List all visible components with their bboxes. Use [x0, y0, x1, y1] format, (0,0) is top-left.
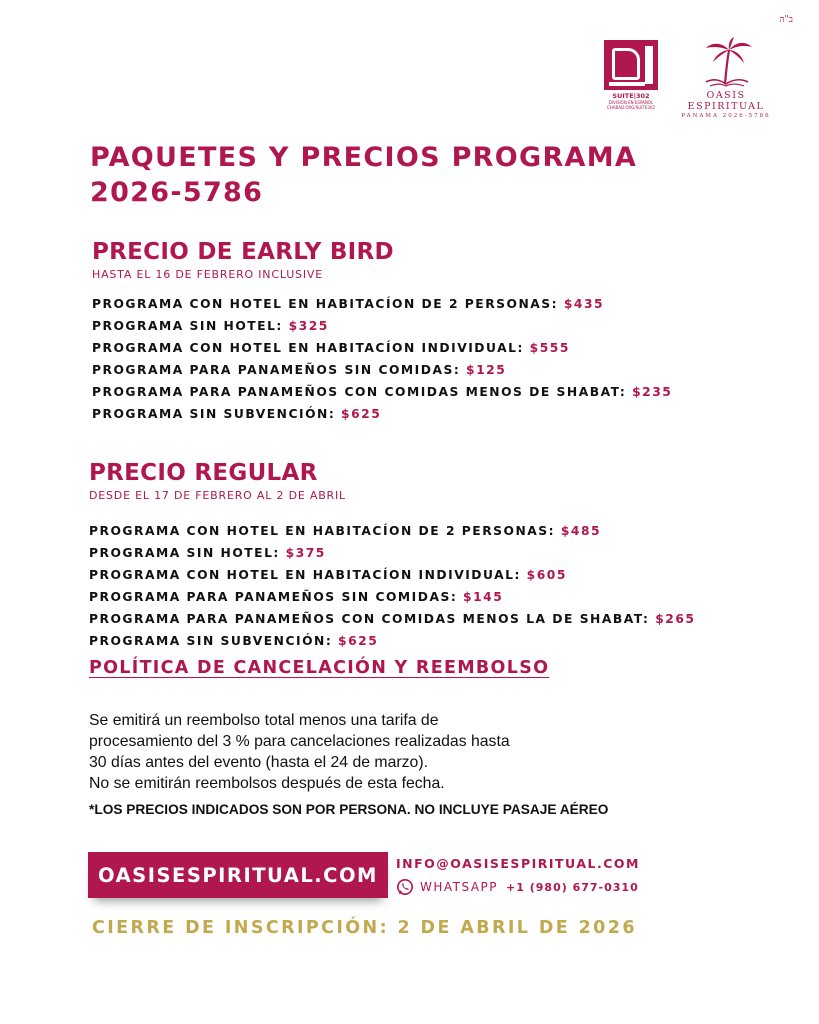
price-row-label: PROGRAMA PARA PANAMEÑOS CON COMIDAS MENOS LA DE SHABAT: [89, 612, 656, 626]
website-button[interactable]: OASISESPIRITUAL.COM [88, 852, 388, 898]
early-bird-heading: PRECIO DE EARLY BIRD [92, 239, 394, 265]
suite302-label: SUITE|302 [612, 92, 650, 100]
price-row [89, 586, 695, 608]
price-row [89, 542, 695, 564]
page-title [90, 140, 730, 210]
suite302-emblem [604, 40, 658, 90]
price-row-value: $625 [338, 634, 379, 648]
price-row-value: $145 [463, 590, 504, 604]
regular-section [89, 459, 695, 652]
oasis-logo-place: PANAMA 2026-5786 [681, 113, 771, 119]
regular-price-list [89, 520, 695, 652]
palm-tree-icon [696, 36, 756, 88]
early-bird-section [92, 238, 672, 425]
price-row-value: $325 [288, 319, 329, 333]
price-row-value: $605 [526, 568, 567, 582]
price-row-value: $625 [341, 407, 382, 421]
whatsapp-icon [396, 878, 414, 896]
price-row-label: PROGRAMA CON HOTEL EN HABITACÍON INDIVIDUAL: [92, 341, 530, 355]
price-row-value: $235 [632, 385, 673, 399]
early-bird-price-list [92, 293, 672, 425]
price-row [92, 359, 672, 381]
price-row-label: PROGRAMA PARA PANAMEÑOS CON COMIDAS MENOS DE SHABAT: [92, 385, 633, 399]
page-title-line2: 2026-5786 [90, 177, 264, 208]
price-row [89, 564, 695, 586]
price-row-value: $555 [529, 341, 570, 355]
price-row-label: PROGRAMA PARA PANAMEÑOS SIN COMIDAS: [92, 363, 467, 377]
price-row [92, 337, 672, 359]
price-row-label: PROGRAMA CON HOTEL EN HABITACÍON DE 2 PERSONAS: [92, 297, 564, 311]
price-row-label: PROGRAMA SIN SUBVENCIÓN: [92, 407, 342, 421]
price-row-label: PROGRAMA CON HOTEL EN HABITACÍON DE 2 PERSONAS: [89, 524, 561, 538]
policy-body [89, 710, 689, 794]
price-row [89, 520, 695, 542]
price-row-value: $125 [466, 363, 507, 377]
price-row [92, 293, 672, 315]
price-row-label: PROGRAMA CON HOTEL EN HABITACÍON INDIVIDUAL: [89, 568, 527, 582]
email-link[interactable]: INFO@OASISESPIRITUAL.COM [396, 856, 640, 871]
regular-heading: PRECIO REGULAR [89, 460, 318, 486]
price-row [92, 381, 672, 403]
policy-line: Se emitirá un reembolso total menos una tarifa de [89, 712, 439, 729]
oasis-espiritual-logo [668, 36, 784, 119]
regular-subheading: DESDE EL 17 DE FEBRERO AL 2 DE ABRIL [89, 489, 346, 502]
policy-line: procesamiento del 3 % para cancelaciones realizadas hasta [89, 733, 510, 750]
price-row-value: $375 [285, 546, 326, 560]
whatsapp-contact[interactable] [396, 877, 639, 897]
price-row-label: PROGRAMA SIN HOTEL: [92, 319, 289, 333]
price-row-label: PROGRAMA SIN SUBVENCIÓN: [89, 634, 339, 648]
registration-close-date: CIERRE DE INSCRIPCIÓN: 2 DE ABRIL DE 2026 [92, 918, 637, 938]
price-row-label: PROGRAMA SIN HOTEL: [89, 546, 286, 560]
suite302-sub-2: CHABAD.ORG/SUITE302 [607, 105, 655, 110]
policy-line: No se emitirán reembolsos después de esta fecha. [89, 775, 445, 792]
price-note: *LOS PRECIOS INDICADOS SON POR PERSONA. NO INCLUYE PASAJE AÉREO [89, 802, 609, 817]
bsd-mark: ב"ה [779, 15, 793, 25]
price-row-value: $485 [560, 524, 602, 538]
price-row [89, 630, 695, 652]
policy-heading: POLÍTICA DE CANCELACIÓN Y REEMBOLSO [89, 658, 550, 678]
price-row [92, 403, 672, 425]
price-row-label: PROGRAMA PARA PANAMEÑOS SIN COMIDAS: [89, 590, 464, 604]
oasis-logo-name: OASIS ESPIRITUAL [687, 90, 765, 112]
whatsapp-label: WHATSAPP [420, 880, 499, 894]
price-row [89, 608, 695, 630]
suite302-sub-1: DIVISIÓN EN ESPAÑOL [608, 100, 654, 105]
price-row [92, 315, 672, 337]
price-row-value: $435 [563, 297, 605, 311]
policy-line: 30 días antes del evento (hasta el 24 de marzo). [89, 754, 428, 771]
price-row-value: $265 [655, 612, 696, 626]
page-title-line1: PAQUETES Y PRECIOS PROGRAMA [90, 142, 638, 173]
whatsapp-phone[interactable]: +1 (980) 677-0310 [506, 880, 639, 894]
early-bird-subheading: HASTA EL 16 DE FEBRERO INCLUSIVE [92, 268, 323, 281]
suite302-logo [604, 40, 658, 110]
